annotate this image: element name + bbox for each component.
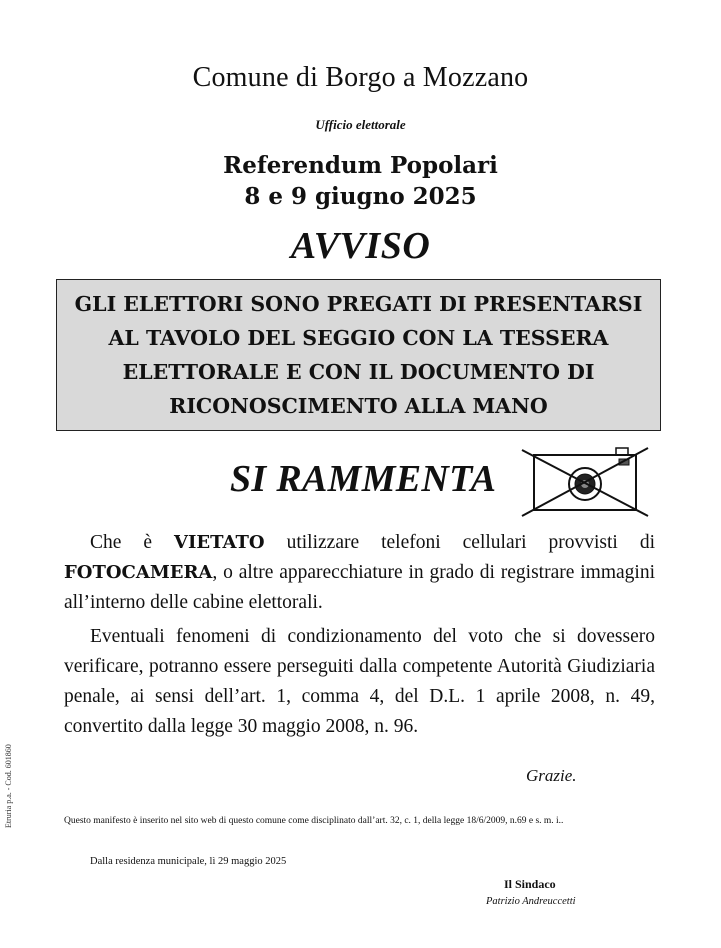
reminder-heading: SI RAMMENTA xyxy=(230,458,497,500)
municipality-title: Comune di Borgo a Mozzano xyxy=(192,62,529,93)
box-line: RICONOSCIMENTO ALLA MANO xyxy=(169,394,548,418)
vietato-emphasis: VIETATO xyxy=(174,532,265,553)
printer-code: Etruria p.a. - Cod. 601860 xyxy=(4,744,13,828)
no-camera-icon xyxy=(520,446,650,518)
voter-instructions-box xyxy=(56,279,661,431)
box-line: GLI ELETTORI SONO PREGATI DI PRESENTARSI xyxy=(74,292,643,316)
referendum-title: Referendum Popolari xyxy=(223,152,498,179)
box-line: AL TAVOLO DEL SEGGIO CON LA TESSERA xyxy=(108,326,609,350)
office-subtitle: Ufficio elettorale xyxy=(315,117,406,132)
mayor-name: Patrizio Andreuccetti xyxy=(486,896,576,907)
publication-note: Questo manifesto è inserito nel sito web di questo comune come disciplinato dall’art. 32, c. 1, della legge 18/6/2009, n.69 e s. m. i.. xyxy=(64,816,564,826)
issue-date-line: Dalla residenza municipale, lì 29 maggio 2025 xyxy=(90,856,287,867)
notice-heading: AVVISO xyxy=(290,225,431,267)
mayor-title: Il Sindaco xyxy=(504,877,556,891)
prohibition-paragraph: Che è VIETATO utilizzare telefoni cellulari provvisti di FOTOCAMERA, o altre apparecchiature in grado di registrare immagini all’interno delle cabine elettorali. xyxy=(64,532,655,613)
thanks-text: Grazie. xyxy=(526,766,577,785)
box-line: ELETTORALE E CON IL DOCUMENTO DI xyxy=(122,360,595,384)
fotocamera-emphasis: FOTOCAMERA xyxy=(64,562,213,583)
legal-paragraph: Eventuali fenomeni di condizionamento del voto che si dovessero verificare, potranno essere perseguiti dalla competente Autorità Giudiziaria penale, ai sensi dell’art. 1, comma 4, del D.L. 1 aprile 2008, n. 49, convertito dalla legge 30 maggio 2008, n. 96. xyxy=(64,626,655,737)
referendum-date: 8 e 9 giugno 2025 xyxy=(244,183,477,210)
